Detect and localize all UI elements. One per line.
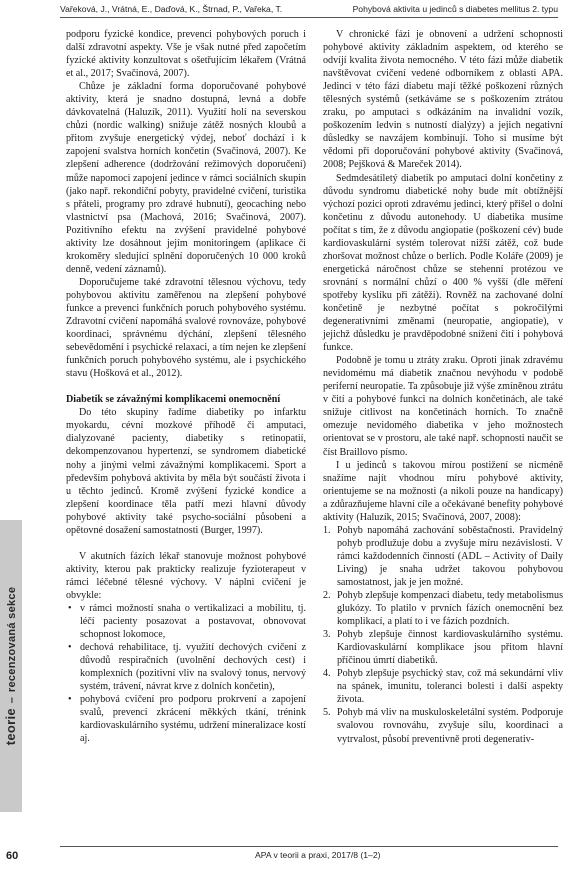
header-running-title: Pohybová aktivita u jedinců s diabetes mellitus 2. typu	[352, 4, 558, 14]
paragraph: Doporučujeme také zdravotní tělesnou výchovu, tedy pohybovou aktivitu zaměřenou na zlepšení pohybové funkce a prevenci funkčních poruch pohybového systému. Zdravotní cvičení napomáhá svalové rovnováze, pohybové koordinaci, správnému dýchání, zlepšení tělesného sebevědomění i psychické relaxaci, a tím nejen ke zlepšení funkčních poruch pohybového systému, ale i psychického stavu (Hošková et al., 2012).	[66, 276, 306, 380]
list-item: 3. Pohyb zlepšuje činnost kardiovaskulárního systému. Kardiovaskulární komplikace jsou přitom hlavní příčinou úmrtí diabetiků.	[323, 629, 563, 667]
list-item: 4. Pohyb zlepšuje psychický stav, což má sekundární vliv na spánek, imunitu, toleranci bolesti i další aspekty života.	[323, 668, 563, 706]
list-item: 1. Pohyb napomáhá zachování soběstačnosti. Pravidelný pohyb prodlužuje dobu a zvyšuje míru nezávislosti. V rámci každodenních činností (ADL – Activity of Daily Living) je snaha udržet takovou pohybovou samostatnost, jak je jen možné.	[323, 524, 563, 588]
paragraph: podporu fyzické kondice, prevenci pohybových poruch i další zdravotní aspekty. Vše je však nutné před započetím fyzické aktivity konzultovat s ošetřujícím lékařem (Vrátná et al., 2017; Svačinová, 2007).	[66, 29, 306, 80]
section-heading: Diabetik se závažnými komplikacemi onemocnění	[66, 394, 281, 406]
paragraph: Do této skupiny řadíme diabetiky po infarktu myokardu, cévní mozkové příhodě či amputaci, dialyzované pacienty, diabetiky s retinopatií, dekompenzovanou hypertenzí, se syndromem diabetické nohy a jinými velmi závažnými komplikacemi. Sport a především pohybová aktivita by měla být součástí života i u těchto jedinců. Kromě zvýšení fyzické kondice a zlepšení koordinace těla patří mezi hlavní důvody pohybové aktivity také psycho-sociální působení a opětovné dosažení samostatnosti (Burger, 1997).	[66, 407, 306, 536]
list-item: • dechová rehabilitace, tj. využití dechových cvičení z důvodů respiračních (uvolnění dechových cest) i komplexních (pozitivní vliv na svalový tonus, nervový systém, trávení, návrat krve z dolních končetin),	[66, 641, 306, 693]
paragraph: Podobně je tomu u ztráty zraku. Oproti jinak zdravému nevidomému má diabetik značnou nevýhodu v podobě periferní neuropatie. Ta způsobuje již výše zmíněnou ztrátu v čití a pohybové funkci na dolních končetinách, ale také snižuje citlivost na končetinách horních. To značně omezuje nevidomého diabetika v jeho možnostech orientovat se v prostoru, ale také např. schopnosti naučit se číst Braillovo písmo.	[323, 355, 563, 458]
journal-citation: APA v teorii a praxi, 2017/8 (1–2)	[255, 850, 381, 860]
paragraph: V akutních fázích lékař stanovuje možnost pohybové aktivity, kterou pak prakticky realizuje fyzioterapeut v rámci léčebné tělesné výchovy. V náplni cvičení je obvykle:	[66, 550, 306, 601]
paragraph: V chronické fázi je obnovení a udržení schopnosti pohybové aktivity základním aspektem, od kterého se odvíjí kvalita života nemocného. V této fázi může diabetik navštěvovat cvičení vedené odborníkem z oblasti APA. Jedinci v této fázi diabetu mají těžké poškození různých tělesných systémů (setkáváme se s poškozením ztrátou zraku, po amputaci s odkázáním na invalidní vozík, poškozením ledvin s nutností dialýzy) a jejich negativní důsledky se navzájem kombinují. Toho si musíme být vědomi při doporučování pohybové aktivity (Svačinová, 2008; Pejšková & Mareček 2014).	[323, 29, 563, 171]
section-dash: –	[6, 696, 18, 704]
footer-divider	[60, 846, 558, 847]
section-sub-label: recenzovaná sekce	[6, 586, 18, 693]
section-label	[0, 520, 22, 812]
bullet-list	[66, 602, 306, 746]
left-column	[66, 28, 306, 745]
header-authors: Vařeková, J., Vrátná, E., Daďová, K., Štrnad, P., Vařeka, T.	[60, 4, 283, 14]
list-item: • v rámci možností snaha o vertikalizaci a mobilitu, tj. léčí pacienty posazovat a postavovat, obnovovat schopnost lokomoce,	[66, 602, 306, 641]
paragraph: I u jedinců s takovou mírou postižení se nicméně snažíme najít vhodnou míru pohybové aktivity, orientujeme se na možnosti (a nikoli pouze na handicapy) a zdůrazňujeme hlavní cíle a očekávané benefity pohybové aktivity (Haluzík, 2015; Svačinová, 2007, 2008):	[323, 459, 563, 523]
page-header	[60, 4, 558, 18]
numbered-list	[323, 524, 563, 746]
list-item: • pohybová cvičení pro podporu prokrvení a zapojení svalů, prevenci zkrácení měkkých tkání, trénink kardiovaskulárního systému, udržení mineralizace kostí aj.	[66, 693, 306, 745]
right-column	[323, 28, 563, 746]
paragraph: Chůze je základní forma doporučované pohybové aktivity, která je snadno dostupná, levná a dobře dávkovatelná (Haluzík, 2011). Využití holí na severskou chůzi (nordic walking) snižuje zátěž nosných kloubů a přitom zvyšuje energetický výdej, neboť dochází i k zapojení svalstva horních končetin (Svačinová, 2007). Ke zlepšení adherence (dodržování režimových doporučení) může napomoci zapojení jedince v rámci sociálních skupin (jako např. rekondiční pobyty, pravidelné cvičení, turistika s přáteli, programy pro zdravé hubnutí), geocaching nebo vlastnictví psa (Machová, 2016; Svačinová, 2007). Pozitivního efektu na zvýšení pravidelné pohybové aktivity lze dosáhnout jejím monitoringem (aplikace či krokoměry sledující splnění doporučených 10 000 kroků denně, vedení záznamů).	[66, 81, 306, 275]
section-main-label: teorie	[3, 708, 18, 746]
list-item: 5. Pohyb má vliv na muskuloskeletální systém. Podporuje svalovou rovnováhu, zvyšuje sílu, koordinaci a vytrvalost, působí preventivně proti degenerativ-	[323, 707, 563, 745]
header-divider	[60, 17, 558, 18]
paragraph: Sedmdesátiletý diabetik po amputaci dolní končetiny z důvodu syndromu diabetické nohy bude mít obtížnější výchozí pozici oproti zdravému jedinci, který přišel o dolní končetinu z důvodu autonehody. U diabetika musíme počítat s tím, že z důvodu angiopatie (poškození cév) bude kardiovaskulární systém tolerovat nižší zátěž, což bude zhoršovat možnost chůze o berlích. Podle Koláře (2009) je energetická náročnost chůze se stehenní protézou ve srovnání s normální chůzí o 400 % vyšší (dle měření spotřeby kyslíku při zátěži). Rovněž na zachované dolní končetině je nezbytné počítat s pokročilými degenerativními změnami (neuropatie, angiopatie), v jejichž důsledku je pravděpodobné snížení čití i pohybová funkce.	[323, 172, 563, 354]
page-number: 60	[6, 850, 19, 862]
list-item: 2. Pohyb zlepšuje kompenzaci diabetu, tedy metabolismus glukózy. To platilo v prvních fázích onemocnění bez komplikací, a platí to i ve fázích pozdních.	[323, 590, 563, 628]
